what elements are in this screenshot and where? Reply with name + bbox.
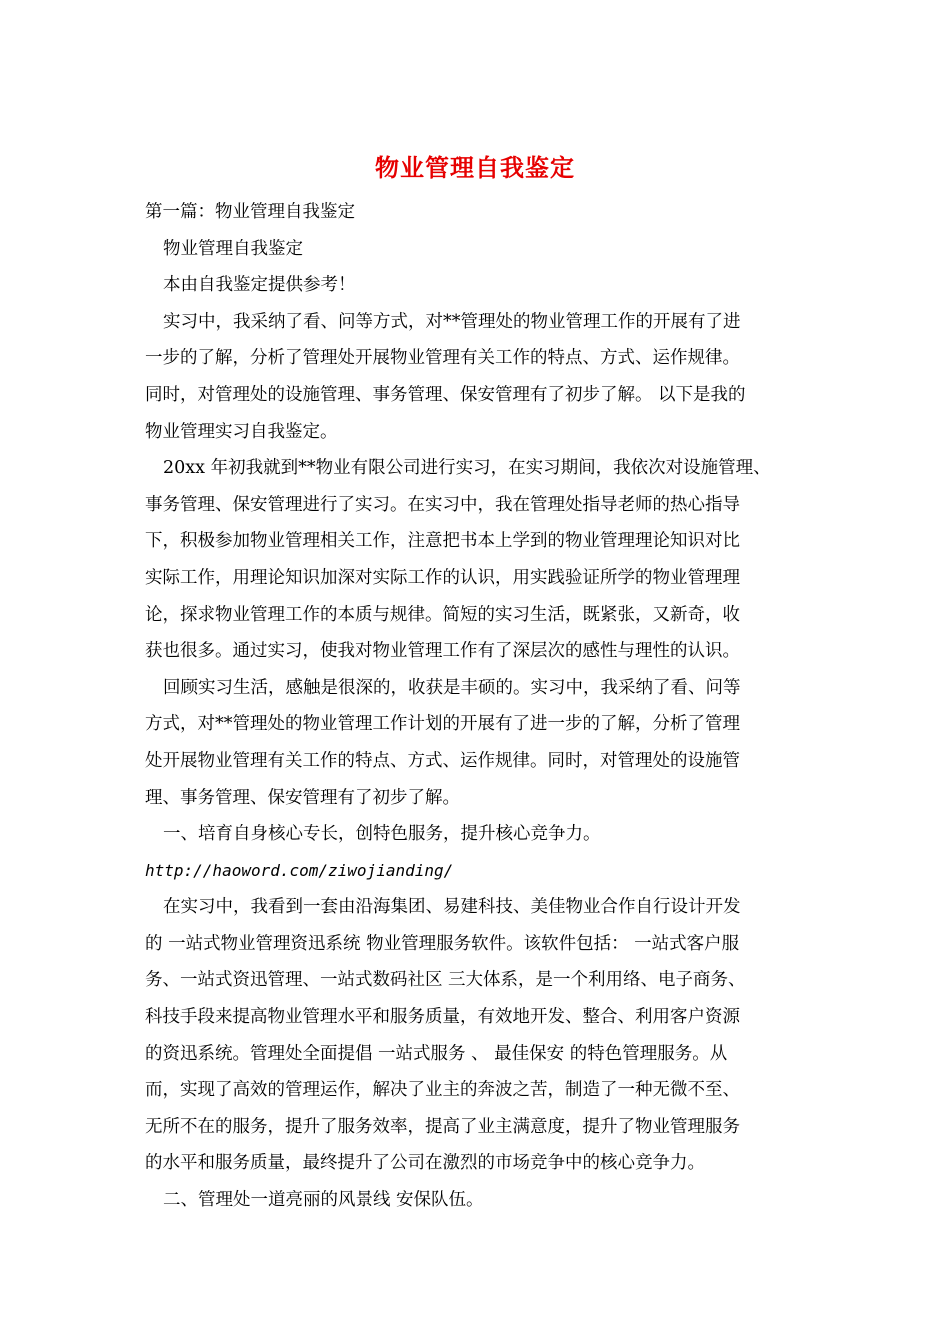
paragraph-line: 事务管理、保安管理进行了实习。在实习中，我在管理处指导老师的热心指导 [145,494,740,515]
document-body [145,194,813,1219]
paragraph-line: 同时，对管理处的设施管理、事务管理、保安管理有了初步了解。 以下是我的 [145,384,746,405]
paragraph-line: 科技手段来提高物业管理水平和服务质量，有效地开发、整合、利用客户资源 [145,1007,740,1028]
paragraph-line: 的 一站式物业管理资迅系统 物业管理服务软件。该软件包括： 一站式客户服 [145,933,740,954]
paragraph-line: 实习中，我采纳了看、问等方式，对**管理处的物业管理工作的开展有了进 [163,311,741,332]
paragraph-line: 实际工作，用理论知识加深对实际工作的认识，用实践验证所学的物业管理理 [145,567,740,588]
paragraph-line: 的资迅系统。管理处全面提倡 一站式服务 、 最佳保安 的特色管理服务。从 [145,1043,728,1064]
paragraph-line: 一步的了解，分析了管理处开展物业管理有关工作的特点、方式、运作规律。 [145,348,740,369]
paragraph-line: 在实习中，我看到一套由沿海集团、易建科技、美佳物业合作自行设计开发 [163,897,741,918]
paragraph-line: 务、一站式资迅管理、一站式数码社区 三大体系，是一个利用络、电子商务、 [145,970,746,991]
paragraph-line: 下，积极参加物业管理相关工作，注意把书本上学到的物业管理理论知识对比 [145,531,740,552]
numbered-heading: 二、管理处一道亮丽的风景线 安保队伍。 [163,1190,484,1211]
paragraph-line: 20xx 年初我就到**物业有限公司进行实习，在实习期间，我依次对设施管理、 [163,458,771,479]
paragraph-line: 方式，对**管理处的物业管理工作计划的开展有了进一步的了解，分析了管理 [145,714,740,735]
paragraph-line: 的水平和服务质量，最终提升了公司在激烈的市场竞争中的核心竞争力。 [145,1153,705,1174]
paragraph-line: 无所不在的服务，提升了服务效率，提高了业主满意度，提升了物业管理服务 [145,1116,740,1137]
paragraph-line: 回顾实习生活，感触是很深的，收获是丰硕的。实习中，我采纳了看、问等 [163,677,741,698]
subtitle-line: 物业管理自我鉴定 [163,238,303,259]
numbered-heading: 一、培育自身核心专长，创特色服务，提升核心竞争力。 [163,824,601,845]
section-heading: 第一篇：物业管理自我鉴定 [145,202,355,222]
intro-line: 本由自我鉴定提供参考！ [163,275,356,296]
paragraph-line: 物业管理实习自我鉴定。 [145,421,338,442]
paragraph-line: 理、事务管理、保安管理有了初步了解。 [145,787,460,808]
paragraph-line: 论，探求物业管理工作的本质与规律。简短的实习生活，既紧张，又新奇，收 [145,604,740,625]
paragraph-line: 处开展物业管理有关工作的特点、方式、运作规律。同时，对管理处的设施管 [145,750,740,771]
document-title: 物业管理自我鉴定 [375,153,575,182]
paragraph-line: 获也很多。通过实习，使我对物业管理工作有了深层次的感性与理性的认识。 [145,641,740,662]
url-text: http://haoword.com/ziwojianding/ [145,860,454,880]
paragraph-line: 而，实现了高效的管理运作，解决了业主的奔波之苦，制造了一种无微不至、 [145,1080,740,1101]
